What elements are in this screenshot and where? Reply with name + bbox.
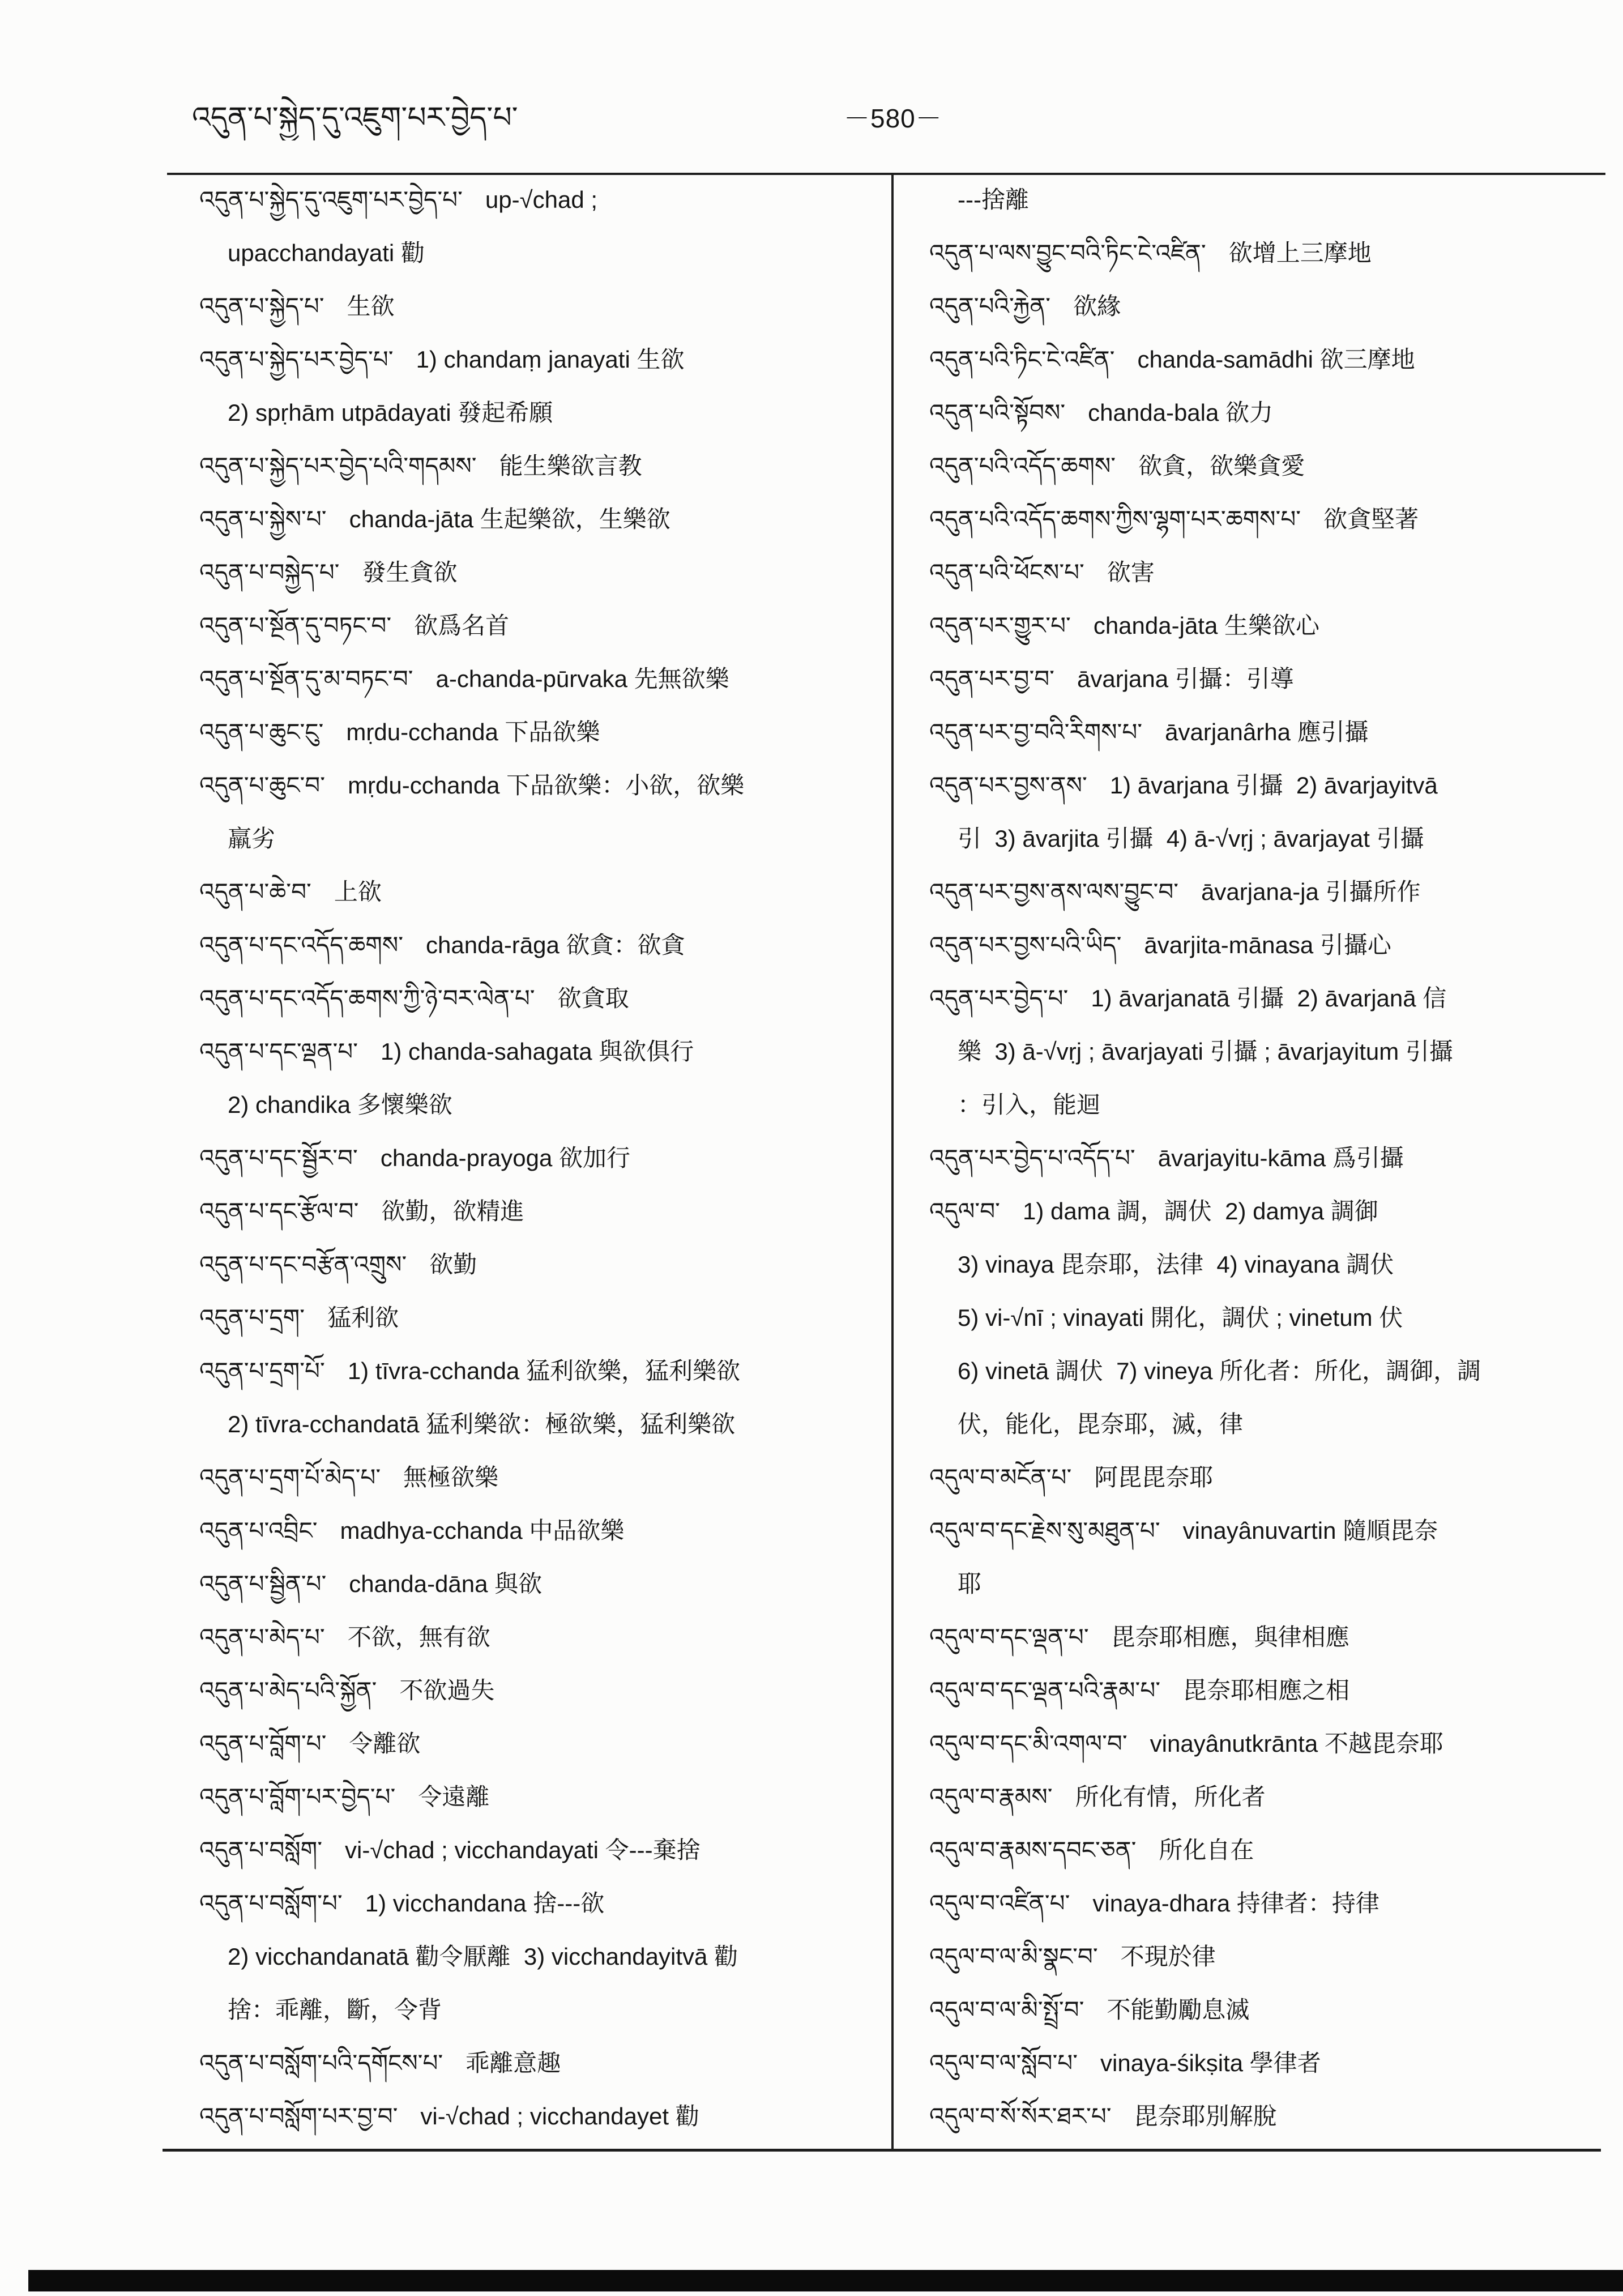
entry-first-line [199, 919, 882, 972]
entry-continuation-line [199, 1983, 882, 2037]
gloss-text: 6) vinetā 調伏 7) vineya 所化者：所化，調御，調 [958, 1358, 1481, 1384]
gloss-text: 無極欲樂 [403, 1464, 499, 1491]
gloss-text: mṛdu-cchanda 下品欲樂：小欲，欲樂 [348, 772, 745, 799]
gloss-text: 所化自在 [1159, 1837, 1254, 1863]
entry-continuation-line [929, 1398, 1603, 1451]
gloss-text: vinayânutkrānta 不越毘奈耶 [1150, 1730, 1443, 1757]
tibetan-headword: འདུན་པར་བྱེད་པ་འདོད་པ་ [929, 1145, 1135, 1171]
entry-first-line [199, 759, 882, 812]
entry-continuation-line [199, 1930, 882, 1983]
dictionary-entry [929, 2037, 1603, 2090]
entry-first-line [199, 1717, 882, 1770]
tibetan-headword: འདུན་པར་བྱས་ནས་ [929, 772, 1087, 799]
gloss-text: 2) spṛhām utpādayati 發起希願 [228, 399, 553, 426]
gloss-text: 發生貪欲 [362, 559, 458, 586]
gloss-text: āvarjana 引攝：引導 [1077, 665, 1294, 692]
entry-first-line [199, 173, 882, 227]
entry-continuation-line [199, 812, 882, 865]
tibetan-headword: འདུན་པ་དང་ལྡན་པ་ [199, 1038, 358, 1065]
dictionary-entry [929, 1132, 1603, 1185]
dictionary-entry [929, 227, 1603, 280]
tibetan-headword: འདུན་པ་མེད་པ་ [199, 1624, 325, 1650]
gloss-text: 3) vinaya 毘奈耶，法律 4) vinayana 調伏 [958, 1251, 1394, 1278]
tibetan-headword: འདུལ་བ་ [929, 1198, 1000, 1224]
tibetan-headword: འདུན་པ་བསློག་ [199, 1837, 323, 1863]
gloss-text: 乖離意趣 [465, 2050, 561, 2076]
dictionary-entry [929, 1504, 1603, 1611]
dictionary-entry [929, 599, 1603, 652]
gloss-text: āvarjana-ja 引攝所作 [1201, 878, 1421, 905]
entry-first-line [929, 1824, 1603, 1877]
gloss-text: 2) chandika 多懷樂欲 [228, 1091, 452, 1118]
gloss-text: 羸劣 [228, 825, 276, 852]
entry-first-line [199, 546, 882, 599]
entry-continuation-line [199, 227, 882, 280]
entry-first-line [929, 1132, 1603, 1185]
dictionary-entry [929, 652, 1603, 706]
gloss-text: upacchandayati 勸 [228, 240, 425, 266]
gloss-text: chanda-rāga 欲貪：欲貪 [426, 932, 685, 958]
entry-first-line [199, 652, 882, 706]
entry-first-line [199, 1824, 882, 1877]
entry-first-line [199, 972, 882, 1025]
gloss-text: 引 3) āvarjita 引攝 4) ā-√vṛj ; āvarjayat 引攝 [958, 825, 1424, 852]
gloss-text: 生欲 [347, 293, 395, 319]
entry-first-line [929, 865, 1603, 919]
entry-first-line [199, 1132, 882, 1185]
entry-continuation-line [929, 1078, 1603, 1132]
gloss-text: 1) chanda-sahagata 與欲俱行 [381, 1038, 694, 1065]
gloss-text: a-chanda-pūrvaka 先無欲樂 [435, 665, 729, 692]
entry-first-line [199, 1345, 882, 1398]
gloss-text: 阿毘毘奈耶 [1094, 1464, 1214, 1491]
entry-first-line [199, 1611, 882, 1664]
entry-first-line [929, 1185, 1603, 1238]
tibetan-headword: འདུན་པ་བློག་པར་བྱེད་པ་ [199, 1783, 396, 1810]
gloss-text: ：引入，能迴 [958, 1091, 1101, 1118]
dictionary-entry [199, 546, 882, 599]
dictionary-entry [929, 173, 1603, 227]
tibetan-headword: འདུན་པ་སྐྱེད་པར་བྱེད་པ་ [199, 346, 394, 373]
dictionary-entry [929, 439, 1603, 493]
tibetan-headword: འདུན་པ་ཆེ་བ་ [199, 878, 311, 905]
gloss-text: 毘奈耶相應之相 [1183, 1677, 1350, 1704]
gloss-text: 欲增上三摩地 [1228, 240, 1372, 266]
tibetan-headword: འདུན་པའི་འདོད་ཆགས་ [929, 453, 1116, 479]
tibetan-headword: འདུན་པ་སྐྱེད་པར་བྱེད་པའི་གདམས་ [199, 453, 477, 479]
dictionary-entry [929, 1611, 1603, 1664]
dictionary-entry [199, 1238, 882, 1291]
gloss-text: 能生樂欲言教 [499, 453, 642, 479]
entry-first-line [929, 1877, 1603, 1930]
dictionary-entry [199, 865, 882, 919]
tibetan-headword: འདུན་པར་བྱས་པའི་ཡིད་ [929, 932, 1122, 958]
tibetan-headword: འདུན་པ་སྔོན་དུ་བཏང་བ་ [199, 612, 392, 639]
tibetan-headword: འདུལ་བ་རྣམས་དབང་ཅན་ [929, 1837, 1137, 1863]
entry-continuation-line [199, 1078, 882, 1132]
entry-first-line [199, 1504, 882, 1557]
running-head: འདུན་པ་སྐྱེད་དུ་འཇུག་པར་བྱེད་པ་ [192, 101, 518, 134]
tibetan-headword: འདུན་པ་དྲག་པོ་ [199, 1358, 325, 1384]
dictionary-entry [929, 1185, 1603, 1451]
gloss-text: chanda-prayoga 欲加行 [380, 1145, 631, 1171]
entry-continuation-line [929, 1345, 1603, 1398]
tibetan-headword: འདུལ་བ་མངོན་པ་ [929, 1464, 1072, 1491]
entry-first-line [929, 1930, 1603, 1983]
gloss-text: 欲勤，欲精進 [381, 1198, 524, 1224]
gloss-text: 所化有情，所化者 [1075, 1783, 1266, 1810]
entry-first-line [929, 706, 1603, 759]
gloss-text: vinaya-śikṣita 學律者 [1100, 2050, 1321, 2076]
gloss-text: 欲貪取 [557, 985, 629, 1012]
gloss-text: 1) vicchandana 捨---欲 [365, 1890, 605, 1917]
gloss-text: 捨：乖離，斷，令背 [228, 1996, 442, 2023]
tibetan-headword: འདུལ་བ་ལ་སློབ་པ་ [929, 2050, 1078, 2076]
entry-first-line [929, 280, 1603, 333]
gloss-text: chanda-samādhi 欲三摩地 [1137, 346, 1415, 373]
entry-first-line [929, 919, 1603, 972]
entry-first-line [929, 1717, 1603, 1770]
gloss-text: 1) dama 調，調伏 2) damya 調御 [1023, 1198, 1378, 1224]
entry-first-line [199, 706, 882, 759]
entry-first-line [929, 173, 1603, 227]
gloss-text: 5) vi-√nī ; vinayati 開化，調伏 ; vinetum 伏 [958, 1304, 1403, 1331]
dictionary-entry [929, 1824, 1603, 1877]
tibetan-headword: འདུན་པ་ལས་བྱུང་བའི་ཏིང་ངེ་འཛིན་ [929, 240, 1206, 266]
page-number: －580－ [844, 104, 942, 133]
gloss-text: vi-√chad ; vicchandayet 勸 [420, 2103, 699, 2129]
dictionary-entry [929, 706, 1603, 759]
right-column [929, 173, 1603, 2143]
tibetan-headword: འདུན་པ་དང་བརྩོན་འགྲུས་ [199, 1251, 407, 1278]
dictionary-entry [929, 1770, 1603, 1824]
entry-first-line [929, 1611, 1603, 1664]
entry-first-line [929, 972, 1603, 1025]
entry-first-line [199, 1451, 882, 1504]
dictionary-entry [199, 1717, 882, 1770]
dictionary-entry [199, 1770, 882, 1824]
entry-first-line [199, 1557, 882, 1611]
tibetan-headword: འདུན་པར་བྱ་བ་ [929, 665, 1055, 692]
tibetan-headword: འདུལ་བ་དང་ལྡན་པའི་རྣམ་པ་ [929, 1677, 1161, 1704]
dictionary-entry [199, 2037, 882, 2090]
entry-continuation-line [929, 1557, 1603, 1611]
tibetan-headword: འདུལ་བ་ལ་མི་སྤྲོ་བ་ [929, 1996, 1084, 2023]
gloss-text: 不欲，無有欲 [347, 1624, 490, 1650]
dictionary-entry [199, 972, 882, 1025]
dictionary-entry [199, 919, 882, 972]
dictionary-entry [199, 1824, 882, 1877]
tibetan-headword: འདུན་པ་དྲག་པོ་མེད་པ་ [199, 1464, 381, 1491]
entry-first-line [199, 439, 882, 493]
dictionary-entry [929, 865, 1603, 919]
entry-first-line [929, 386, 1603, 439]
gloss-text: 上欲 [334, 878, 382, 905]
dictionary-entry [199, 1025, 882, 1132]
dictionary-entry [199, 1557, 882, 1611]
tibetan-headword: འདུན་པ་སྦྱིན་པ་ [199, 1571, 327, 1597]
gloss-text: 1) āvarjanatā 引攝 2) āvarjanā 信 [1091, 985, 1447, 1012]
gloss-text: 不欲過失 [399, 1677, 495, 1704]
dictionary-entry [929, 546, 1603, 599]
dictionary-entry [929, 1717, 1603, 1770]
gloss-text: madhya-cchanda 中品欲樂 [340, 1517, 625, 1544]
gloss-text: 欲貪，欲樂貪愛 [1138, 453, 1305, 479]
dictionary-entry [199, 173, 882, 280]
entry-first-line [199, 1185, 882, 1238]
entry-first-line [929, 546, 1603, 599]
tibetan-headword: འདུལ་བ་དང་རྗེས་སུ་མཐུན་པ་ [929, 1517, 1160, 1544]
gloss-text: 1) chandaṃ janayati 生欲 [416, 346, 685, 373]
entry-continuation-line [929, 1291, 1603, 1345]
gloss-text: 毘奈耶別解脫 [1134, 2103, 1277, 2129]
tibetan-headword: འདུལ་བ་འཛིན་པ་ [929, 1890, 1070, 1917]
entry-first-line [929, 599, 1603, 652]
tibetan-headword: འདུན་པའི་ཏིང་ངེ་འཛིན་ [929, 346, 1115, 373]
gloss-text: 欲勤 [429, 1251, 477, 1278]
dictionary-entry [199, 652, 882, 706]
entry-first-line [199, 280, 882, 333]
dictionary-entry [199, 1185, 882, 1238]
entry-first-line [199, 1877, 882, 1930]
dictionary-entry [929, 919, 1603, 972]
entry-first-line [929, 1983, 1603, 2037]
tibetan-headword: འདུན་པའི་རྐྱེན་ [929, 293, 1051, 319]
entry-first-line [199, 865, 882, 919]
tibetan-headword: འདུན་པའི་སྟོབས་ [929, 399, 1066, 426]
gloss-text: 2) vicchandanatā 勸令厭離 3) vicchandayitvā 勸 [228, 1943, 738, 1970]
dictionary-entry [199, 333, 882, 439]
tibetan-headword: འདུན་པ་བསློག་པར་བྱ་བ་ [199, 2103, 398, 2129]
dictionary-entry [929, 1451, 1603, 1504]
gloss-text: āvarjanârha 應引攝 [1165, 719, 1369, 745]
tibetan-headword: འདུན་པ་འབྲིང་ [199, 1517, 318, 1544]
gloss-text: chanda-dāna 與欲 [349, 1571, 543, 1597]
gloss-text: 耶 [958, 1571, 982, 1597]
dictionary-entry [199, 1504, 882, 1557]
entry-first-line [929, 2037, 1603, 2090]
gloss-text: āvarjita-mānasa 引攝心 [1144, 932, 1391, 958]
entry-first-line [929, 1664, 1603, 1717]
tibetan-headword: འདུལ་བ་ལ་མི་སྣང་བ་ [929, 1943, 1098, 1970]
gloss-text: ---捨離 [958, 186, 1029, 213]
entry-first-line [929, 1451, 1603, 1504]
dictionary-entry [199, 1291, 882, 1345]
tibetan-headword: འདུལ་བ་རྣམས་ [929, 1783, 1053, 1810]
tibetan-headword: འདུན་པ་ཆུང་ངུ་ [199, 719, 324, 745]
dictionary-entry [929, 759, 1603, 865]
tibetan-headword: འདུན་པ་བློག་པ་ [199, 1730, 327, 1757]
tibetan-headword: འདུན་པར་བྱེད་པ་ [929, 985, 1069, 1012]
tibetan-headword: འདུན་པ་བསློག་པ་ [199, 1890, 343, 1917]
gloss-text: 毘奈耶相應，與律相應 [1111, 1624, 1349, 1650]
dictionary-entry [929, 2090, 1603, 2143]
gloss-text: 伏，能化，毘奈耶，滅，律 [958, 1411, 1244, 1437]
tibetan-headword: འདུན་པར་བྱ་བའི་རིགས་པ་ [929, 719, 1143, 745]
entry-continuation-line [929, 1025, 1603, 1078]
gloss-text: chanda-jāta 生樂欲心 [1093, 612, 1319, 639]
tibetan-headword: འདུན་པ་སྐྱེས་པ་ [199, 506, 327, 532]
tibetan-headword: འདུན་པར་བྱས་ནས་ལས་བྱུང་བ་ [929, 878, 1179, 905]
tibetan-headword: འདུན་པ་དྲག་ [199, 1304, 305, 1331]
dictionary-entry [929, 1983, 1603, 2037]
tibetan-headword: འདུན་པ་མེད་པའི་སྐྱོན་ [199, 1677, 377, 1704]
entry-first-line [929, 759, 1603, 812]
tibetan-headword: འདུན་པ་བསློག་པའི་དགོངས་པ་ [199, 2050, 443, 2076]
tibetan-headword: འདུན་པའི་འདོད་ཆགས་ཀྱིས་ལྷག་པར་ཆགས་པ་ [929, 506, 1301, 532]
dictionary-entry [929, 333, 1603, 386]
dictionary-entry [929, 386, 1603, 439]
tibetan-headword: འདུན་པ་སྐྱེད་དུ་འཇུག་པར་བྱེད་པ་ [199, 186, 463, 213]
tibetan-headword: འདུན་པ་དང་རྩོལ་བ་ [199, 1198, 359, 1224]
entry-first-line [199, 493, 882, 546]
tibetan-headword: འདུན་པའི་ཕོངས་པ་ [929, 559, 1084, 586]
dictionary-entry [199, 493, 882, 546]
entry-first-line [929, 439, 1603, 493]
tibetan-headword: འདུན་པ་དང་འདོད་ཆགས་ [199, 932, 404, 958]
entry-first-line [929, 333, 1603, 386]
tibetan-headword: འདུན་པ་དང་འདོད་ཆགས་ཀྱི་ཉེ་བར་ལེན་པ་ [199, 985, 535, 1012]
gloss-text: chanda-jāta 生起樂欲，生樂欲 [349, 506, 670, 532]
gloss-text: 不現於律 [1120, 1943, 1216, 1970]
entry-first-line [929, 493, 1603, 546]
dictionary-entry [929, 972, 1603, 1132]
entry-first-line [929, 227, 1603, 280]
gloss-text: 1) āvarjana 引攝 2) āvarjayitvā [1109, 772, 1438, 799]
gloss-text: mṛdu-cchanda 下品欲樂 [346, 719, 600, 745]
dictionary-entry [199, 1345, 882, 1451]
entry-first-line [929, 652, 1603, 706]
gloss-text: 欲貪堅著 [1323, 506, 1419, 532]
dictionary-entry [199, 2090, 882, 2143]
dictionary-entry [199, 1132, 882, 1185]
dictionary-entry [199, 706, 882, 759]
gloss-text: vi-√chad ; vicchandayati 令---棄捨 [345, 1837, 701, 1863]
entry-first-line [929, 2090, 1603, 2143]
dictionary-entry [199, 1451, 882, 1504]
entry-first-line [929, 1770, 1603, 1824]
scan-edge-bar [28, 2270, 1623, 2291]
dictionary-entry [929, 1930, 1603, 1983]
dictionary-entry [929, 1877, 1603, 1930]
left-column [199, 173, 882, 2143]
dictionary-entry [929, 1664, 1603, 1717]
entry-first-line [199, 1664, 882, 1717]
entry-continuation-line [929, 812, 1603, 865]
gloss-text: 不能勤勵息滅 [1107, 1996, 1250, 2023]
tibetan-headword: འདུན་པ་སྐྱེད་པ་ [199, 293, 324, 319]
gloss-text: vinaya-dhara 持律者：持律 [1092, 1890, 1379, 1917]
dictionary-entry [199, 280, 882, 333]
gloss-text: up-√chad ; [485, 186, 598, 213]
dictionary-entry [199, 1664, 882, 1717]
gloss-text: 1) tīvra-cchanda 猛利欲樂，猛利樂欲 [347, 1358, 740, 1384]
dictionary-entry [929, 280, 1603, 333]
dictionary-entry [199, 759, 882, 865]
tibetan-headword: འདུན་པ་དང་སྦྱོར་བ་ [199, 1145, 358, 1171]
entry-continuation-line [929, 1238, 1603, 1291]
entry-first-line [199, 599, 882, 652]
gloss-text: 2) tīvra-cchandatā 猛利樂欲：極欲樂，猛利樂欲 [228, 1411, 736, 1437]
dictionary-entry [199, 439, 882, 493]
tibetan-headword: འདུན་པ་བསྐྱེད་པ་ [199, 559, 340, 586]
entry-first-line [199, 1770, 882, 1824]
tibetan-headword: འདུལ་བ་དང་མི་འགལ་བ་ [929, 1730, 1127, 1757]
dictionary-entry [929, 493, 1603, 546]
column-divider [891, 174, 894, 2150]
footer-rule [163, 2149, 1601, 2152]
gloss-text: vinayânuvartin 隨順毘奈 [1182, 1517, 1438, 1544]
tibetan-headword: འདུན་པར་གྱུར་པ་ [929, 612, 1071, 639]
entry-first-line [199, 1291, 882, 1345]
dictionary-entry [199, 1877, 882, 2037]
entry-continuation-line [199, 1398, 882, 1451]
tibetan-headword: འདུལ་བ་སོ་སོར་ཐར་པ་ [929, 2103, 1112, 2129]
entry-first-line [199, 1238, 882, 1291]
entry-first-line [199, 2090, 882, 2143]
gloss-text: 欲緣 [1073, 293, 1121, 319]
gloss-text: 欲害 [1107, 559, 1155, 586]
gloss-text: 欲爲名首 [414, 612, 510, 639]
gloss-text: āvarjayitu-kāma 爲引攝 [1158, 1145, 1404, 1171]
entry-first-line [199, 333, 882, 386]
tibetan-headword: འདུན་པ་སྔོན་དུ་མ་བཏང་བ་ [199, 665, 413, 692]
dictionary-entry [199, 599, 882, 652]
gloss-text: 猛利欲 [327, 1304, 399, 1331]
gloss-text: 令離欲 [349, 1730, 421, 1757]
dictionary-entry [199, 1611, 882, 1664]
tibetan-headword: འདུན་པ་ཆུང་བ་ [199, 772, 326, 799]
tibetan-headword: འདུལ་བ་དང་ལྡན་པ་ [929, 1624, 1089, 1650]
gloss-text: 樂 3) ā-√vṛj ; āvarjayati 引攝 ; āvarjayitum 引攝 [958, 1038, 1453, 1065]
entry-continuation-line [199, 386, 882, 439]
gloss-text: chanda-bala 欲力 [1088, 399, 1274, 426]
entry-first-line [199, 1025, 882, 1078]
entry-first-line [929, 1504, 1603, 1557]
entry-first-line [199, 2037, 882, 2090]
gloss-text: 令遠離 [418, 1783, 490, 1810]
